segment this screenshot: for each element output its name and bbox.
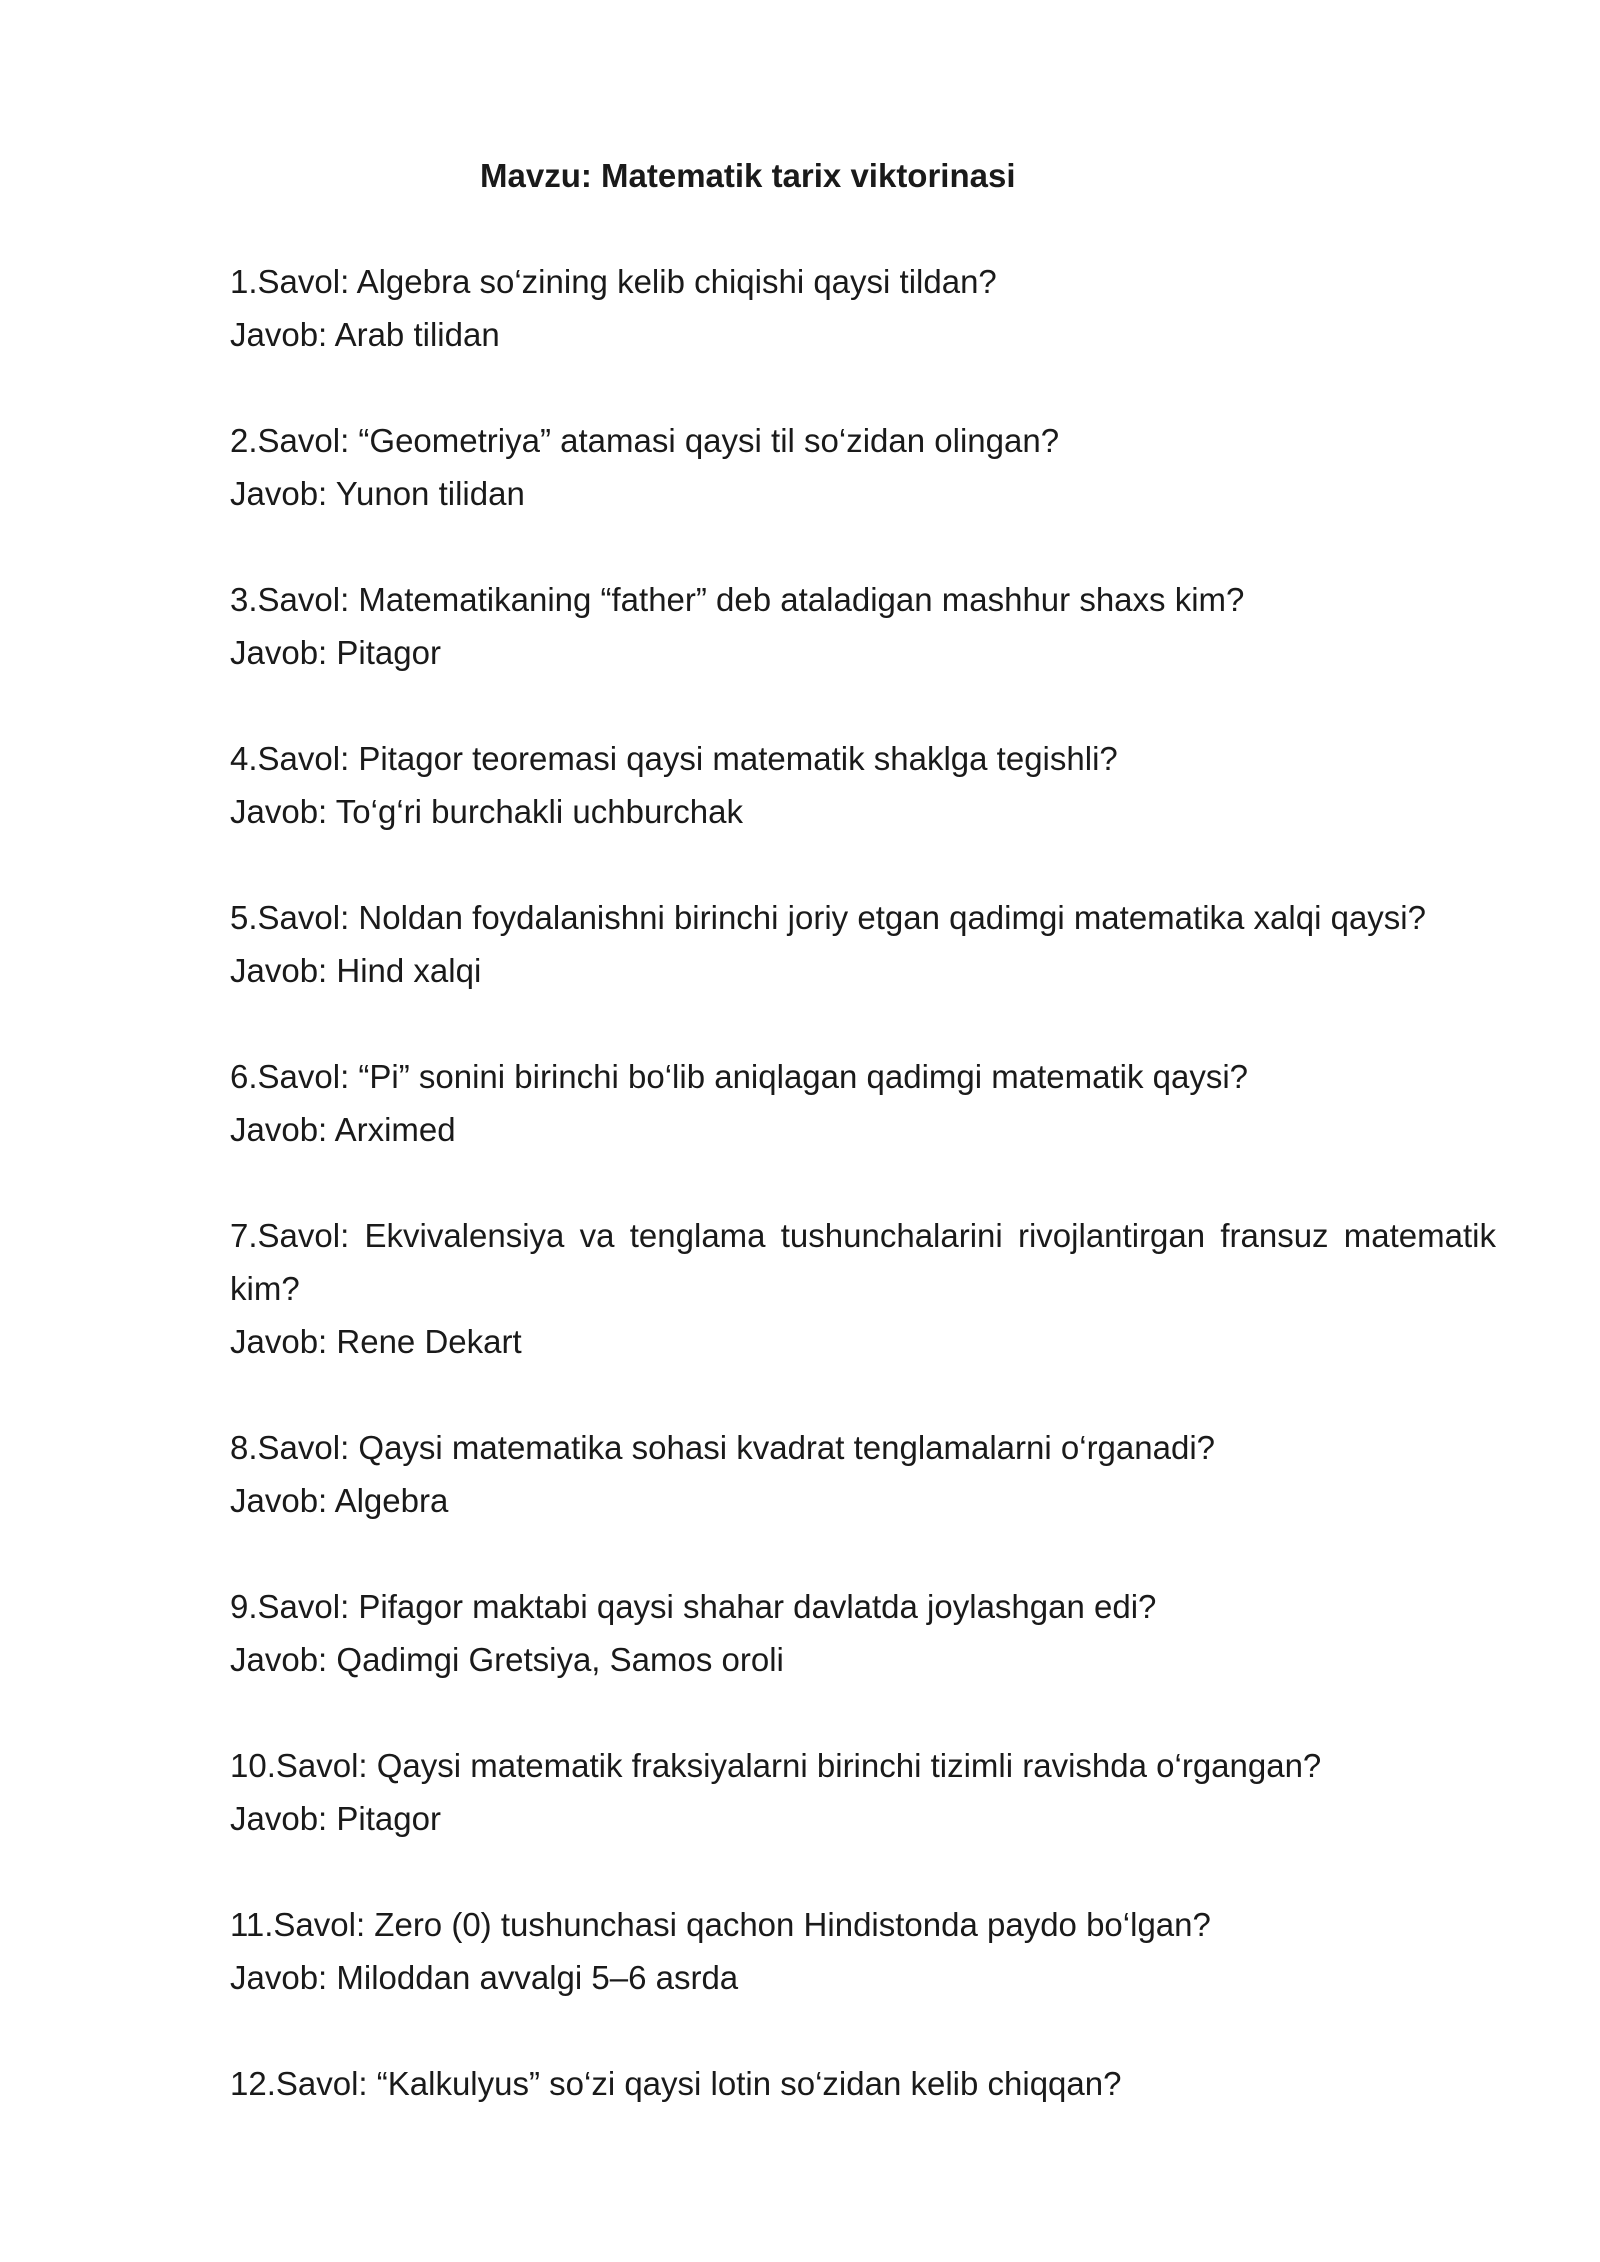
quiz-item	[230, 1739, 1496, 1845]
question-text: 4.Savol: Pitagor teoremasi qaysi matematik shaklga tegishli?	[230, 740, 1118, 777]
quiz-item	[230, 414, 1496, 520]
question-text: 10.Savol: Qaysi matematik fraksiyalarni birinchi tizimli ravishda o‘rgangan?	[230, 1747, 1322, 1784]
quiz-item	[230, 1580, 1496, 1686]
answer-text: Javob: Yunon tilidan	[230, 475, 525, 512]
answer-text: Javob: Pitagor	[230, 634, 441, 671]
answer-text: Javob: Qadimgi Gretsiya, Samos oroli	[230, 1641, 784, 1678]
question-text: 9.Savol: Pifagor maktabi qaysi shahar davlatda joylashgan edi?	[230, 1588, 1157, 1625]
answer-text: Javob: Miloddan avvalgi 5–6 asrda	[230, 1959, 739, 1996]
answer-text: Javob: To‘g‘ri burchakli uchburchak	[230, 793, 743, 830]
answer-text: Javob: Hind xalqi	[230, 952, 482, 989]
answer-text: Javob: Arximed	[230, 1111, 456, 1148]
quiz-list	[230, 255, 1496, 2163]
answer-text: Javob: Arab tilidan	[230, 316, 500, 353]
question-text: 2.Savol: “Geometriya” atamasi qaysi til so‘zidan olingan?	[230, 422, 1060, 459]
quiz-item	[230, 1898, 1496, 2004]
quiz-item	[230, 1050, 1496, 1156]
question-text: 1.Savol: Algebra so‘zining kelib chiqishi qaysi tildan?	[230, 263, 997, 300]
question-text: 12.Savol: “Kalkulyus” so‘zi qaysi lotin so‘zidan kelib chiqqan?	[230, 2065, 1122, 2102]
quiz-item	[230, 732, 1496, 838]
question-text: 5.Savol: Noldan foydalanishni birinchi joriy etgan qadimgi matematika xalqi qaysi?	[230, 899, 1426, 936]
answer-text: Javob: Algebra	[230, 1482, 449, 1519]
answer-text: Javob: Rene Dekart	[230, 1323, 522, 1360]
quiz-item	[230, 1421, 1496, 1527]
question-text: 6.Savol: “Pi” sonini birinchi bo‘lib aniqlagan qadimgi matematik qaysi?	[230, 1058, 1249, 1095]
question-text: 11.Savol: Zero (0) tushunchasi qachon Hindistonda paydo bo‘lgan?	[230, 1906, 1211, 1943]
quiz-item	[230, 891, 1496, 997]
quiz-item	[230, 1209, 1496, 1368]
quiz-item	[230, 2057, 1496, 2110]
question-text: 3.Savol: Matematikaning “father” deb ataladigan mashhur shaxs kim?	[230, 581, 1245, 618]
answer-text: Javob: Pitagor	[230, 1800, 441, 1837]
quiz-item	[230, 573, 1496, 679]
page-title: Mavzu: Matematik tarix viktorinasi	[480, 157, 1016, 194]
question-text: 8.Savol: Qaysi matematika sohasi kvadrat tenglamalarni o‘rganadi?	[230, 1429, 1216, 1466]
question-text: 7.Savol: Ekvivalensiya va tenglama tushunchalarini rivojlantirgan fransuz matematik kim?	[230, 1217, 1496, 1307]
quiz-item	[230, 255, 1496, 361]
